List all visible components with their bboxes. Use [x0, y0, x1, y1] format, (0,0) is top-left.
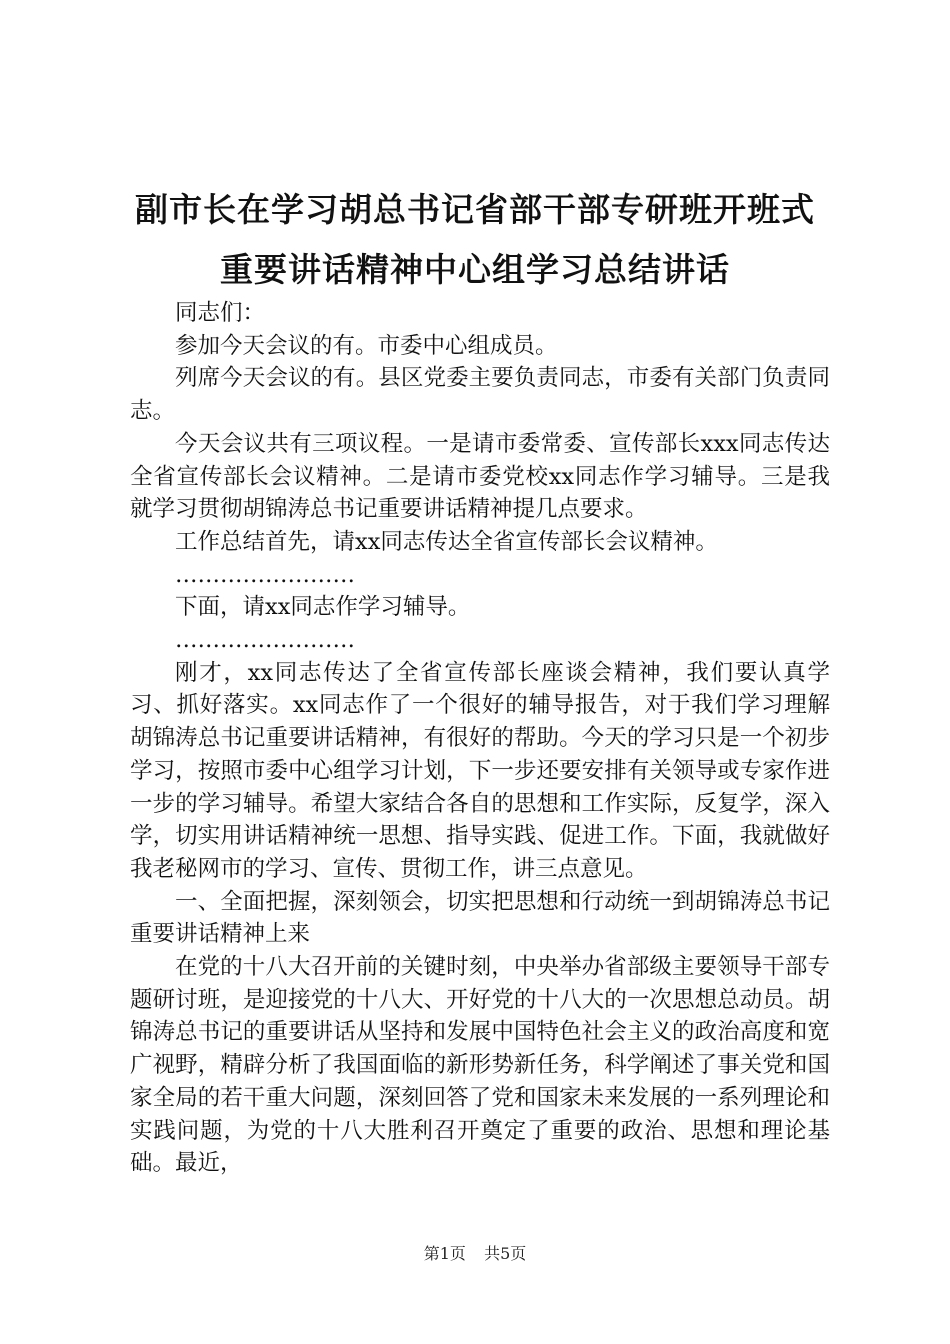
section-heading-1: 一、全面把握，深刻领会，切实把思想和行动统一到胡锦涛总书记重要讲话精神上来	[130, 888, 830, 948]
ellipsis-separator: ……………………	[175, 561, 355, 588]
paragraph-summary: 刚才，xx同志传达了全省宣传部长座谈会精神，我们要认真学习、抓好落实。xx同志作了一个很好的辅导报告，对于我们学习理解胡锦涛总书记重要讲话精神，有很好的帮助。今天的学习只是一个初步学习，按照市委中心组学习计划，下一步还要安排有关领导或专家作进一步的学习辅导。希望大家结合各自的思想和工作实际，反复学，深入学，切实用讲话精神统一思想、指导实践、促进工作。下面，我就做好我老秘网市的学习、宣传、贯彻工作，讲三点意见。	[130, 659, 830, 882]
document-title-line-2: 重要讲话精神中心组学习总结讲话	[220, 250, 730, 289]
paragraph-section-1: 在党的十八大召开前的关键时刻，中央举办省部级主要领导干部专题研讨班，是迎接党的十八大、开好党的十八大的一次思想总动员。胡锦涛总书记的重要讲话从坚持和发展中国特色社会主义的政治高度和宽广视野，精辟分析了我国面临的新形势新任务，科学阐述了事关党和国家全局的若干重大问题，深刻回答了党和国家未来发展的一系列理论和实践问题，为党的十八大胜利召开奠定了重要的政治、思想和理论基础。最近，	[130, 954, 830, 1177]
page-footer	[0, 1244, 950, 1264]
document-body	[130, 297, 830, 1180]
page-number: 第1页	[423, 1244, 466, 1263]
paragraph-agenda: 今天会议共有三项议程。一是请市委常委、宣传部长xxx同志传达全省宣传部长会议精神。二是请市委党校xx同志作学习辅导。三是我就学习贯彻胡锦涛总书记重要讲话精神提几点要求。	[130, 430, 830, 523]
ellipsis-separator: ……………………	[175, 627, 355, 654]
page-total: 共5页	[484, 1244, 527, 1263]
paragraph-first-item: 工作总结首先，请xx同志传达全省宣传部长会议精神。	[175, 528, 718, 555]
paragraph-attendees: 参加今天会议的有。市委中心组成员。	[175, 332, 558, 359]
document-title-line-1: 副市长在学习胡总书记省部干部专研班开班式	[135, 190, 815, 229]
paragraph-salutation: 同志们：	[175, 300, 266, 326]
paragraph-second-item: 下面，请xx同志作学习辅导。	[175, 594, 471, 621]
paragraph-observers: 列席今天会议的有。县区党委主要负责同志，市委有关部门负责同志。	[130, 365, 830, 425]
